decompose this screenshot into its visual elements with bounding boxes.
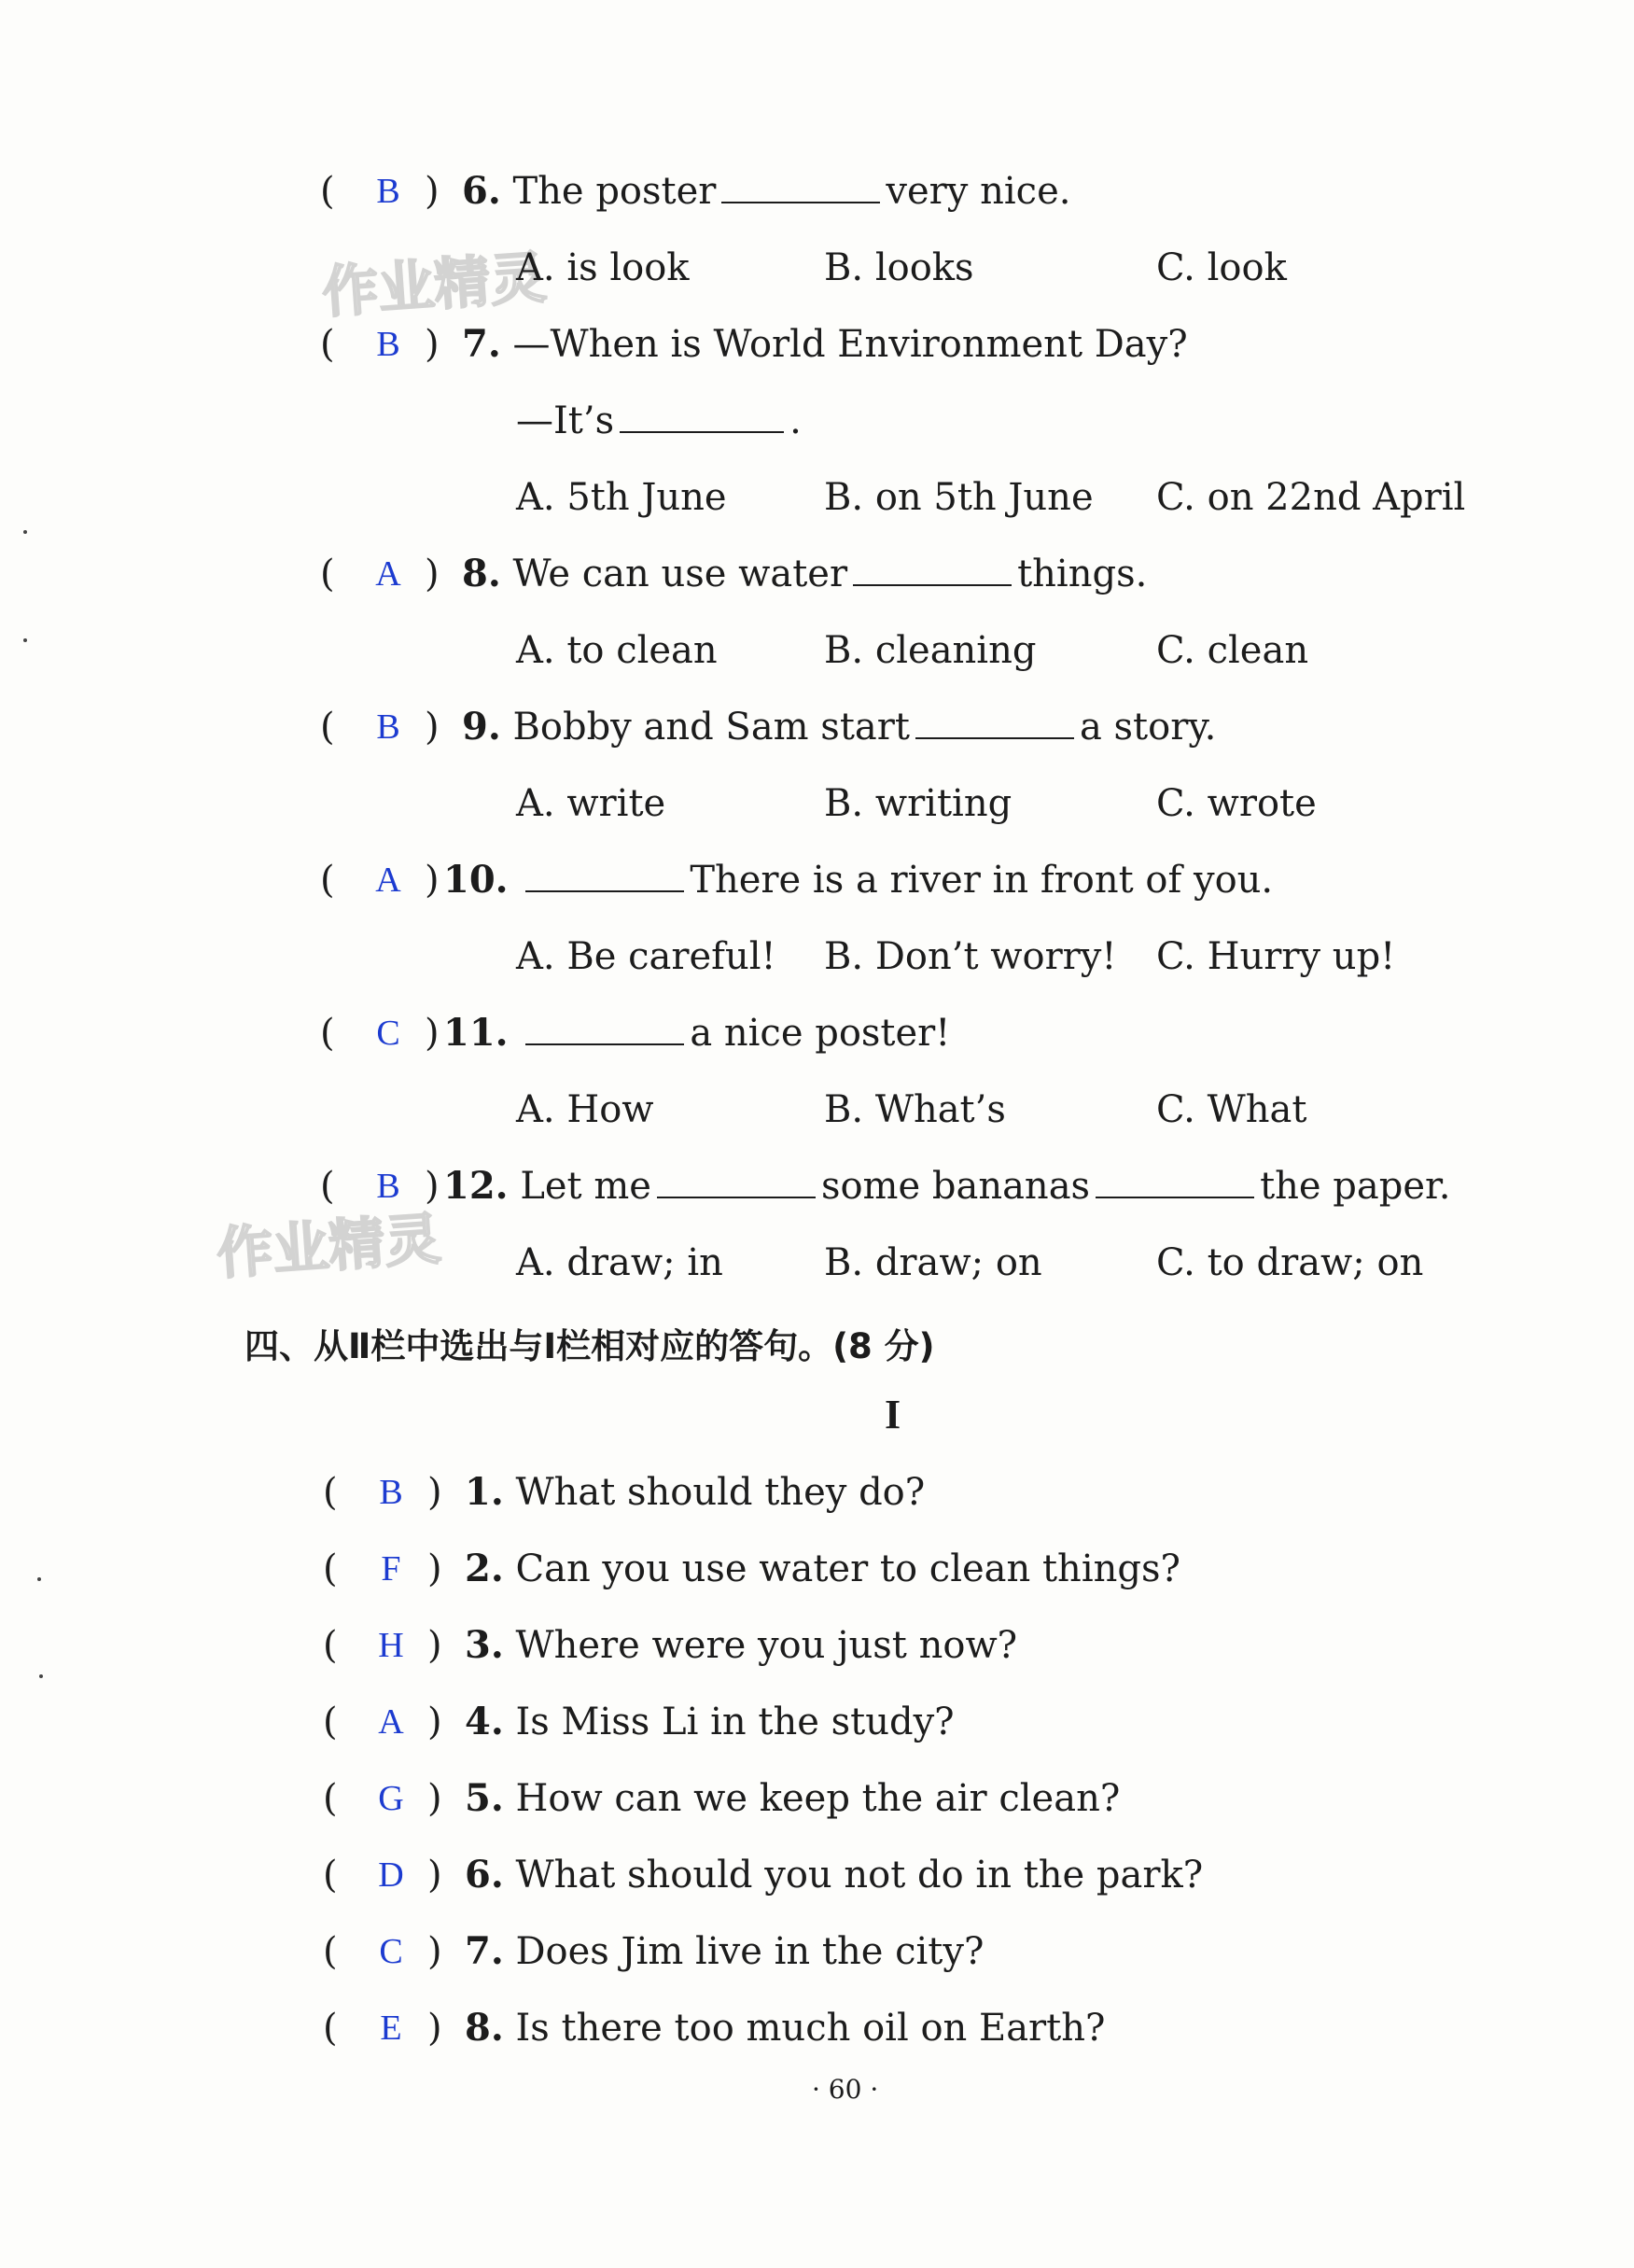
answer-blank [620, 398, 784, 433]
item-number: 4. [465, 1700, 504, 1743]
answer-text: B [376, 325, 400, 364]
answer-text: H [378, 1626, 404, 1665]
option-c: C. look [1156, 246, 1287, 289]
answer-blank [721, 168, 880, 203]
item-text: Is Miss Li in the study? [515, 1701, 955, 1743]
option-b: B. on 5th June [824, 476, 1094, 519]
answer-blank [853, 551, 1012, 586]
stem-text: —It’s [516, 399, 615, 442]
option-c: C. clean [1156, 629, 1309, 672]
question-number: 6. [462, 169, 501, 213]
option-c: C. to draw; on [1156, 1241, 1424, 1284]
column-label: I [885, 1392, 901, 1437]
answer-blank [525, 1010, 684, 1045]
stem-text: Bobby and Sam start [512, 706, 910, 749]
answer-text: D [378, 1855, 404, 1895]
answer-text: E [380, 2009, 402, 2048]
stem-text: some bananas [820, 1165, 1091, 1208]
section-heading: 四、从Ⅱ栏中选出与Ⅰ栏相对应的答句。(8 分) [244, 1326, 935, 1366]
stem-text: things. [1017, 553, 1148, 595]
stem-text: —When is World Environment Day? [512, 323, 1188, 366]
watermark: 作业精灵 [215, 1206, 443, 1288]
stem-text: the paper. [1260, 1165, 1451, 1208]
option-a: A. is look [516, 246, 690, 289]
item-number: 3. [465, 1623, 504, 1667]
stem-text: There is a river in front of you. [690, 859, 1274, 902]
answer-text: G [378, 1779, 404, 1818]
worksheet-page: 作业精灵 作业精灵 ( B ) 6. The poster very nice. A. is look B. looks C. look ( B ) 7. —When is World Environment Day? —It’s . A. 5th June B. on 5th June C. on 22nd April ( A ) 8. We can use water things. A. to clean B. cleaning C. clean ( B ) 9. Bobby and Sam start a story. A. write B. writing C. wrote ( A ) 10. There is a river in front of you. A. Be careful! B. Don’t worry! C. Hurry up! ( C ) 11. a nice poster! A. How B. What’s C. What ( B ) 12. Let me some bananas the paper. A. draw; in B. draw; on C. to draw; on 四、从Ⅱ栏中选出与Ⅰ栏相对应的答句。(8 分) I ( B ) 1. What should they do? ( F ) 2. Can you use water to clean things? ( H ) 3. Where were you just now? ( A ) 4. Is Miss Li in the study? ( G ) 5. How can we keep the air clean? ( D ) 6. What should you not do in the park? ( C ) 7. Does Jim live in the city? ( E ) 8. Is there too much oil on Earth? · 60 · [0, 0, 1634, 2268]
option-b: B. Don’t worry! [824, 935, 1117, 978]
answer-blank [1096, 1163, 1254, 1198]
answer-text: B [376, 707, 400, 747]
item-number: 2. [465, 1547, 504, 1590]
item-text: What should they do? [515, 1471, 926, 1514]
option-b: B. draw; on [824, 1241, 1042, 1284]
answer-text: B [376, 172, 400, 211]
option-b: B. What’s [824, 1088, 1006, 1131]
item-text: Where were you just now? [515, 1624, 1018, 1667]
answer-text: A [375, 861, 401, 900]
stem-text: very nice. [886, 170, 1071, 213]
option-c: C. What [1156, 1088, 1307, 1131]
answer-text: A [378, 1702, 404, 1742]
answer-blank [915, 704, 1074, 739]
item-text: What should you not do in the park? [515, 1854, 1204, 1897]
item-number: 5. [465, 1776, 504, 1820]
question-line [516, 398, 802, 444]
page-number: · 60 · [812, 2074, 879, 2105]
scan-speck [23, 530, 27, 534]
item-text: Is there too much oil on Earth? [515, 2007, 1106, 2050]
option-a: A. write [516, 782, 666, 825]
answer-blank [525, 857, 684, 892]
stem-text: Let me [520, 1165, 651, 1208]
item-text: Does Jim live in the city? [515, 1930, 985, 1973]
option-a: A. draw; in [516, 1241, 723, 1284]
question-number: 12. [443, 1164, 509, 1208]
stem-text: . [789, 399, 802, 442]
stem-text: a nice poster! [690, 1012, 951, 1055]
item-number: 6. [465, 1853, 504, 1897]
scan-speck [39, 1674, 43, 1678]
item-text: How can we keep the air clean? [515, 1777, 1121, 1820]
option-b: B. cleaning [824, 629, 1037, 672]
answer-text: C [376, 1014, 400, 1053]
answer-text: B [376, 1167, 400, 1206]
answer-blank [657, 1163, 816, 1198]
option-a: A. 5th June [516, 476, 727, 519]
item-number: 1. [465, 1470, 504, 1514]
stem-text: The poster [512, 170, 717, 213]
question-number: 7. [462, 322, 501, 366]
answer-text: F [381, 1549, 401, 1589]
answer-text: A [375, 554, 401, 594]
option-c: C. Hurry up! [1156, 935, 1396, 978]
scan-speck [37, 1577, 41, 1581]
option-a: A. How [516, 1088, 654, 1131]
option-c: C. wrote [1156, 782, 1317, 825]
option-b: B. writing [824, 782, 1013, 825]
stem-text: We can use water [512, 553, 848, 595]
question-number: 11. [443, 1011, 509, 1055]
item-text: Can you use water to clean things? [515, 1547, 1180, 1590]
item-number: 8. [465, 2006, 504, 2050]
option-b: B. looks [824, 246, 974, 289]
question-number: 10. [443, 858, 509, 902]
stem-text: a story. [1079, 706, 1217, 749]
option-a: A. to clean [516, 629, 718, 672]
watermark: 作业精灵 [320, 245, 549, 327]
question-number: 9. [462, 705, 501, 749]
answer-text: B [379, 1473, 403, 1512]
question-number: 8. [462, 552, 501, 595]
scan-speck [23, 638, 27, 642]
option-a: A. Be careful! [516, 935, 776, 978]
item-number: 7. [465, 1929, 504, 1973]
option-c: C. on 22nd April [1156, 476, 1466, 519]
answer-text: C [379, 1932, 403, 1971]
